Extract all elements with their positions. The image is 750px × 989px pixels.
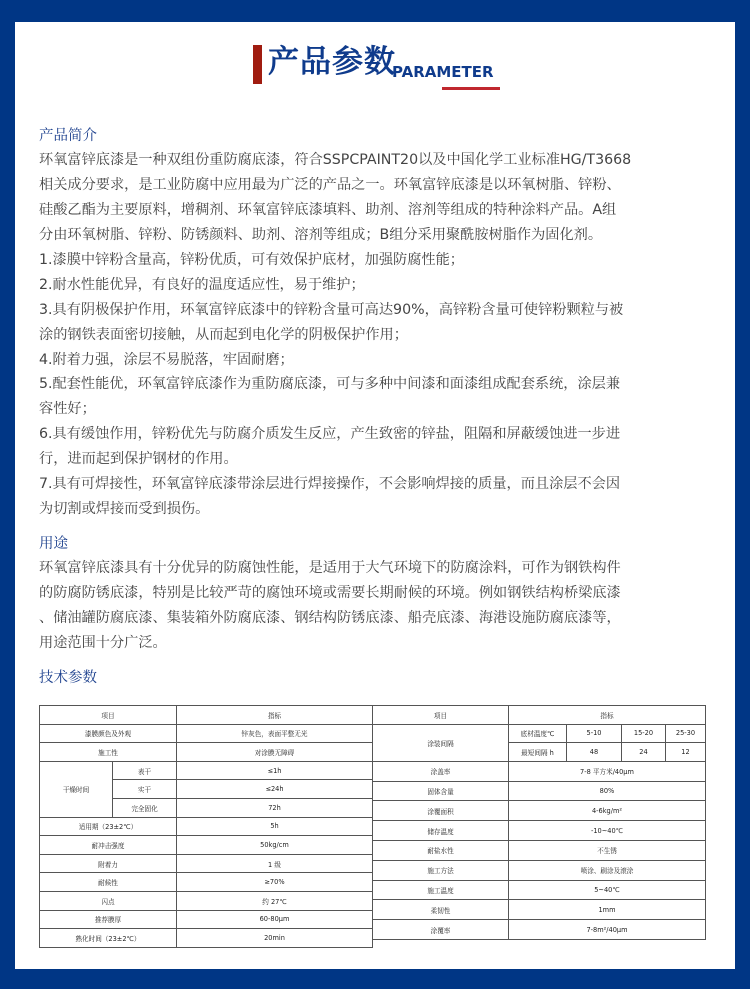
intro-line: 环氧富锌底漆是一种双组份重防腐底漆，符合SSPCPAINT20以及中国化学工业标准HG/T3668 <box>39 152 632 168</box>
table-row <box>373 880 706 900</box>
table-row <box>373 801 706 821</box>
item-cell: 附着力 <box>40 854 177 873</box>
feature-line: 3.具有阴极保护作用，环氧富锌底漆中的锌粉含量可高达90%，高锌粉含量可使锌粉颗粒与被 <box>39 301 624 318</box>
value-cell: 12 <box>666 743 706 762</box>
item-cell: 柔韧性 <box>373 900 509 920</box>
value-cell: 1mm <box>509 900 706 920</box>
sub-item-cell: 最短间隔 h <box>509 743 567 762</box>
table-row <box>40 724 373 743</box>
table-row <box>373 840 706 860</box>
value-cell: 20min <box>177 929 373 948</box>
table-row <box>373 821 706 841</box>
value-cell: 72h <box>177 798 373 817</box>
value-cell: 60-80μm <box>177 910 373 929</box>
sub-item-cell: 完全固化 <box>113 798 177 817</box>
value-cell: 5-10 <box>567 724 622 743</box>
sub-item-cell: 底材温度℃ <box>509 724 567 743</box>
intro-heading: 产品简介 <box>39 128 97 144</box>
title-underline <box>442 87 500 90</box>
specs-heading: 技术参数 <box>39 669 97 686</box>
table-row <box>373 781 706 801</box>
usage-line: 用途范围十分广泛。 <box>39 634 167 651</box>
feature-line: 涂的钢铁表面密切接触，从而起到电化学的阴极保护作用； <box>39 326 408 343</box>
feature-line: 6.具有缓蚀作用，锌粉优先与防腐介质发生反应，产生致密的锌盐，阻隔和屏蔽缓蚀进一步进 <box>39 426 621 443</box>
item-cell: 熟化时间（23±2℃） <box>40 929 177 948</box>
sub-item-cell: 表干 <box>113 761 177 780</box>
item-cell: 耐冲击强度 <box>40 836 177 855</box>
feature-line: 2.耐水性能优异，有良好的温度适应性，易于维护； <box>39 276 365 293</box>
feature-line: 为切割或焊接而受到损伤。 <box>39 501 210 518</box>
value-cell: 5h <box>177 817 373 836</box>
table-row <box>373 900 706 920</box>
item-cell: 储存温度 <box>373 821 509 841</box>
table-row <box>40 910 373 929</box>
value-cell: 1 级 <box>177 854 373 873</box>
feature-line: 1.漆膜中锌粉含量高，锌粉优质，可有效保护底材，加强防腐性能； <box>39 251 464 268</box>
value-cell: 喷涂、刷涂及滚涂 <box>509 860 706 880</box>
table-row <box>373 920 706 940</box>
usage-line: 环氧富锌底漆具有十分优异的防腐蚀性能，是适用于大气环境下的防腐涂料，可作为钢铁构件 <box>39 560 621 577</box>
intro-line: 硅酸乙酯为主要原料，增稠剂、环氧富锌底漆填料、助剂、溶剂等组成的特种涂料产品。A组 <box>39 201 617 218</box>
feature-line: 5.配套性能优，环氧富锌底漆作为重防腐底漆，可与多种中间漆和面漆组成配套系统，涂层兼 <box>39 376 621 393</box>
item-cell: 施工温度 <box>373 880 509 900</box>
header-cell: 项目 <box>373 706 509 725</box>
table-row <box>373 724 706 743</box>
value-cell: 50kg/cm <box>177 836 373 855</box>
table-row <box>40 817 373 836</box>
value-cell: ≤1h <box>177 761 373 780</box>
table-row <box>40 891 373 910</box>
value-cell: 7-8m²/40μm <box>509 920 706 940</box>
table-row <box>40 929 373 948</box>
item-cell: 闪点 <box>40 891 177 910</box>
header-cell: 项目 <box>40 706 177 725</box>
value-cell: 7-8 平方米/40μm <box>509 761 706 781</box>
value-cell: -10~40℃ <box>509 821 706 841</box>
item-cell: 涂覆面积 <box>373 801 509 821</box>
main-content <box>39 124 714 690</box>
item-cell: 推荐膜厚 <box>40 910 177 929</box>
value-cell: 5~40℃ <box>509 880 706 900</box>
table-row <box>373 761 706 781</box>
header-cell: 指标 <box>177 706 373 725</box>
value-cell: 48 <box>567 743 622 762</box>
value-cell: ≥70% <box>177 873 373 892</box>
specs-table-right <box>372 705 706 940</box>
value-cell: 约 27℃ <box>177 891 373 910</box>
table-header-row <box>373 706 706 725</box>
table-row <box>40 854 373 873</box>
sub-item-cell: 实干 <box>113 780 177 799</box>
value-cell: 4-6kg/m² <box>509 801 706 821</box>
value-cell: 25-30 <box>666 724 706 743</box>
item-cell: 施工方法 <box>373 860 509 880</box>
item-cell: 耐盐水性 <box>373 840 509 860</box>
feature-line: 7.具有可焊接性，环氧富锌底漆带涂层进行焊接操作，不会影响焊接的质量，而且涂层不会因 <box>39 476 621 493</box>
group-cell: 干燥时间 <box>40 761 113 817</box>
title-accent-bar <box>253 45 262 84</box>
feature-line: 4.附着力强，涂层不易脱落，牢固耐磨； <box>39 351 294 368</box>
page-subtitle: PARAMETER <box>392 63 494 81</box>
value-cell: 15-20 <box>622 724 666 743</box>
header-cell: 指标 <box>509 706 706 725</box>
value-cell: ≤24h <box>177 780 373 799</box>
value-cell: 24 <box>622 743 666 762</box>
item-cell: 涂覆率 <box>373 920 509 940</box>
table-row <box>373 860 706 880</box>
feature-line: 行，进而起到保护钢材的作用。 <box>39 451 238 468</box>
usage-heading: 用途 <box>39 536 68 553</box>
feature-line: 容性好； <box>39 401 96 418</box>
item-cell: 耐候性 <box>40 873 177 892</box>
intro-paragraph <box>39 148 714 522</box>
specs-table-left <box>39 705 373 948</box>
page-title: 产品参数 <box>268 44 396 80</box>
usage-line: 、储油罐防腐底漆、集装箱外防腐底漆、钢结构防锈底漆、船壳底漆、海港设施防腐底漆等， <box>39 609 621 626</box>
table-row <box>40 873 373 892</box>
item-cell: 适用期（23±2℃） <box>40 817 177 836</box>
table-row <box>40 836 373 855</box>
table-header-row <box>40 706 373 725</box>
usage-line: 的防腐防锈底漆，特别是比较严苛的腐蚀环境或需要长期耐候的环境。例如钢铁结构桥梁底漆 <box>39 585 621 601</box>
intro-line: 相关成分要求，是工业防腐中应用最为广泛的产品之一。环氧富锌底漆是以环氧树脂、锌粉、 <box>39 176 621 193</box>
item-cell: 漆膜颜色及外观 <box>40 724 177 743</box>
value-cell: 不生锈 <box>509 840 706 860</box>
item-cell: 涂盖率 <box>373 761 509 781</box>
table-row <box>40 743 373 762</box>
intro-line: 分由环氧树脂、锌粉、防锈颜料、助剂、溶剂等组成；B组分采用聚酰胺树脂作为固化剂。 <box>39 226 603 243</box>
table-row <box>40 761 373 780</box>
usage-paragraph <box>39 556 714 656</box>
item-cell: 固体含量 <box>373 781 509 801</box>
item-cell: 施工性 <box>40 743 177 762</box>
item-cell: 涂装间隔 <box>373 724 509 761</box>
value-cell: 对涂膜无障碍 <box>177 743 373 762</box>
value-cell: 锌灰色，表面平整无光 <box>177 724 373 743</box>
value-cell: 80% <box>509 781 706 801</box>
